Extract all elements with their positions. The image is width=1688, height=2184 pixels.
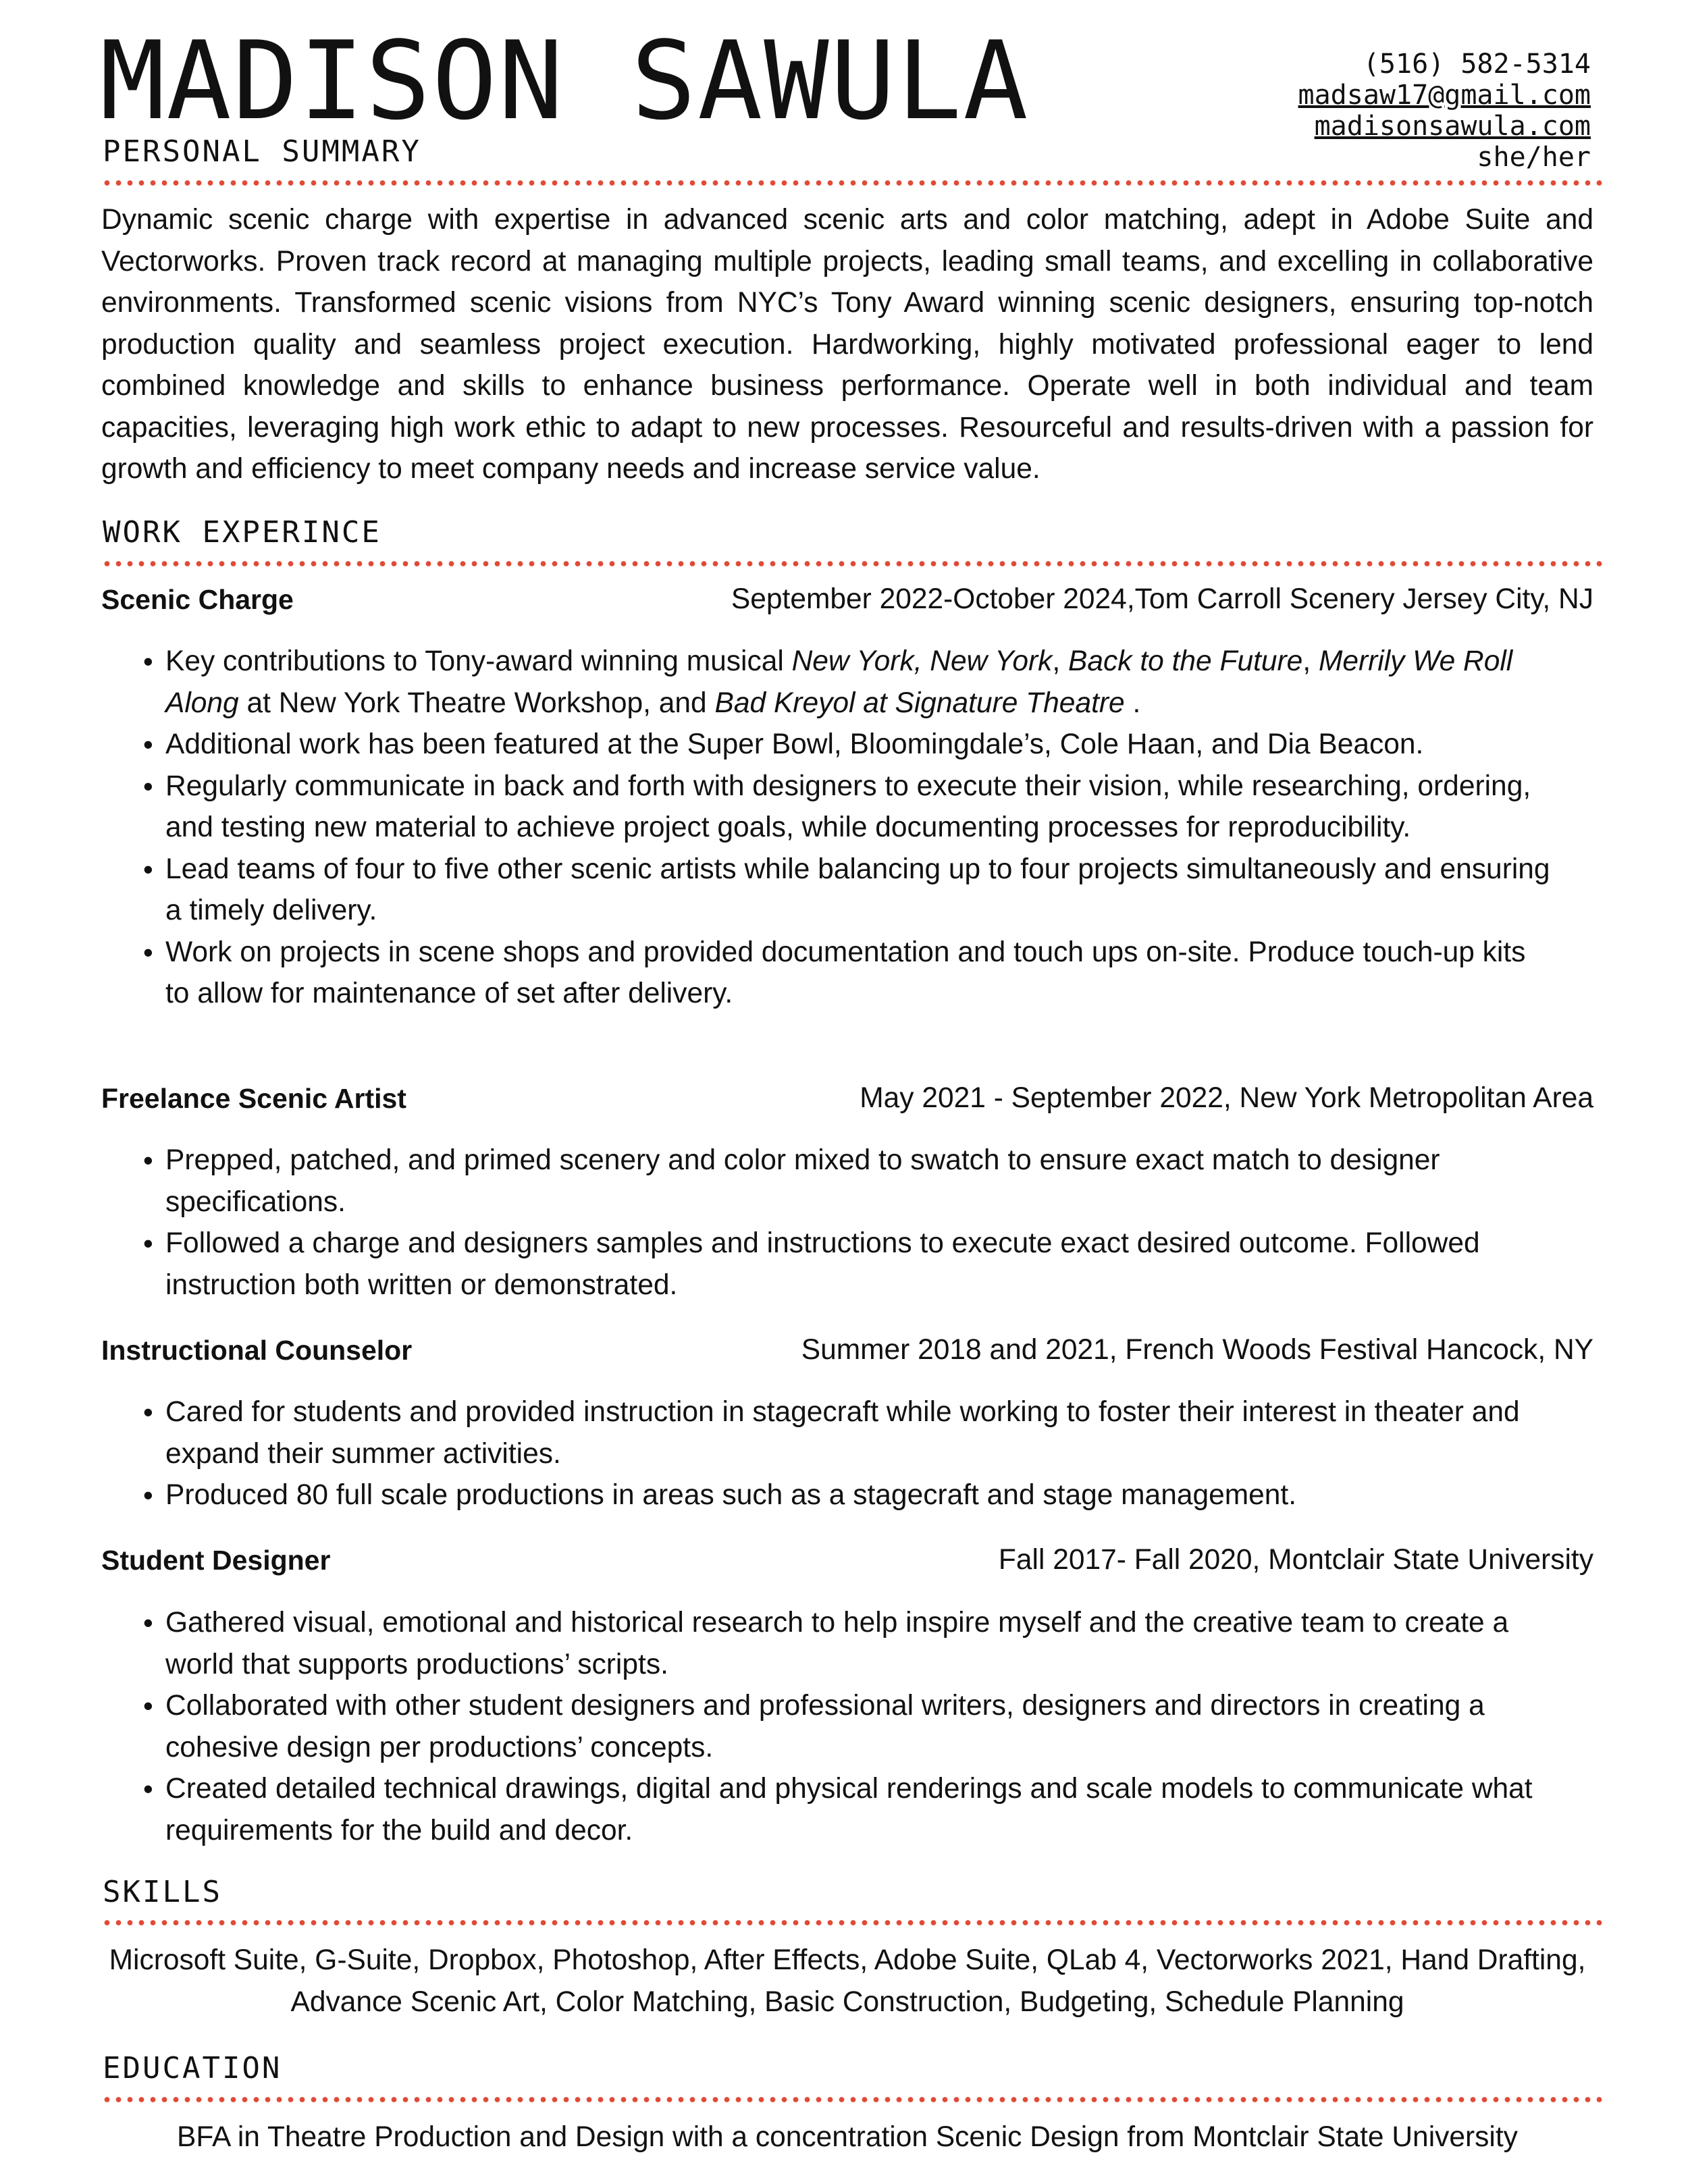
job-header — [101, 581, 1593, 618]
summary-heading: PERSONAL SUMMARY — [103, 134, 421, 169]
email-link[interactable]: madsaw17@gmail.com — [1298, 80, 1591, 111]
skills-heading: SKILLS — [103, 1875, 222, 1909]
bullet-item: • Followed a charge and designers samples and instructions to execute exact desired outcome. Followed instruction both written or demonstrated. — [101, 1223, 1553, 1306]
job-meta: May 2021 - September 2022, New York Metropolitan Area — [860, 1082, 1593, 1114]
bullet-item: • Key contributions to Tony-award winning musical New York, New York, Back to the Future, Merrily We Roll Along at New York Theatre Workshop, and Bad Kreyol at Signature Theatre . — [101, 641, 1553, 724]
skills-text: Microsoft Suite, G-Suite, Dropbox, Photoshop, After Effects, Adobe Suite, QLab 4, Vectorworks 2021, Hand Drafting, Advance Scenic Art, Color Matching, Basic Construction, Budgeting, Schedule Planning — [109, 1944, 1586, 2018]
bullet-item: • Lead teams of four to five other scenic artists while balancing up to four projects simultaneously and ensuring a timely delivery. — [101, 849, 1553, 932]
bullet-item: • Regularly communicate in back and forth with designers to execute their vision, while researching, ordering, and testing new material to achieve project goals, while documenting processes for reproducibility. — [101, 766, 1553, 849]
job-meta: Summer 2018 and 2021, French Woods Festival Hancock, NY — [801, 1334, 1593, 1366]
pronouns: she/her — [1477, 142, 1591, 173]
job-meta: September 2022-October 2024,Tom Carroll Scenery Jersey City, NJ — [731, 583, 1593, 615]
section-divider — [101, 2096, 1603, 2103]
resume-name: MADISON SAWULA — [100, 18, 1030, 144]
job-title: Scenic Charge — [101, 584, 294, 615]
section-divider — [101, 1919, 1603, 1926]
job-title: Freelance Scenic Artist — [101, 1083, 406, 1114]
job-title: Instructional Counselor — [101, 1335, 413, 1366]
job-bullets — [101, 1602, 1553, 1851]
bullet-item: • Additional work has been featured at the Super Bowl, Bloomingdale’s, Cole Haan, and Dia Beacon. — [101, 724, 1553, 766]
job-title: Student Designer — [101, 1545, 331, 1576]
education-text: BFA in Theatre Production and Design with a concentration Scenic Design from Montclair State University — [177, 2121, 1518, 2153]
summary-text: Dynamic scenic charge with expertise in advanced scenic arts and color matching, adept in Adobe Suite and Vectorworks. Proven track record at managing multiple projects, leading small teams, and excelling in collaborative environments. Transformed scenic visions from NYC’s Tony Award winning scenic designers, ensuring top-notch production quality and seamless project execution. Hardworking, highly motivated professional eager to lend combined knowledge and skills to enhance business performance. Operate well in both individual and team capacities, leveraging high work ethic to adapt to new processes. Resourceful and results-driven with a passion for growth and efficiency to meet company needs and increase service value. — [101, 204, 1593, 485]
job-header — [101, 1541, 1593, 1579]
section-divider — [101, 180, 1603, 186]
bullet-item: • Prepped, patched, and primed scenery and color mixed to swatch to ensure exact match to designer specifications. — [101, 1140, 1553, 1223]
website-link[interactable]: madisonsawula.com — [1314, 111, 1591, 142]
job-meta: Fall 2017- Fall 2020, Montclair State University — [998, 1544, 1593, 1576]
bullet-item: • Cared for students and provided instruction in stagecraft while working to foster their interest in theater and expand their summer activities. — [101, 1391, 1553, 1474]
job-bullets — [101, 1391, 1553, 1516]
job-bullets — [101, 641, 1553, 1015]
bullet-item: • Collaborated with other student designers and professional writers, designers and directors in creating a cohesive design per productions’ concepts. — [101, 1685, 1553, 1768]
contact-block — [1298, 49, 1591, 173]
education-heading: EDUCATION — [103, 2051, 282, 2085]
bullet-item: • Gathered visual, emotional and historical research to help inspire myself and the creative team to create a world that supports productions’ scripts. — [101, 1602, 1553, 1685]
bullet-item: • Created detailed technical drawings, digital and physical renderings and scale models to communicate what requirements for the build and decor. — [101, 1768, 1553, 1851]
job-bullets — [101, 1140, 1553, 1306]
bullet-item: • Work on projects in scene shops and provided documentation and touch ups on-site. Produce touch-up kits to allow for maintenance of set after delivery. — [101, 932, 1553, 1015]
section-divider — [101, 560, 1603, 567]
job-header — [101, 1080, 1593, 1117]
bullet-item: • Produced 80 full scale productions in areas such as a stagecraft and stage management. — [101, 1474, 1553, 1516]
experience-heading: WORK EXPERINCE — [103, 515, 381, 550]
phone-number: (516) 582-5314 — [1363, 49, 1591, 80]
job-header — [101, 1331, 1593, 1369]
